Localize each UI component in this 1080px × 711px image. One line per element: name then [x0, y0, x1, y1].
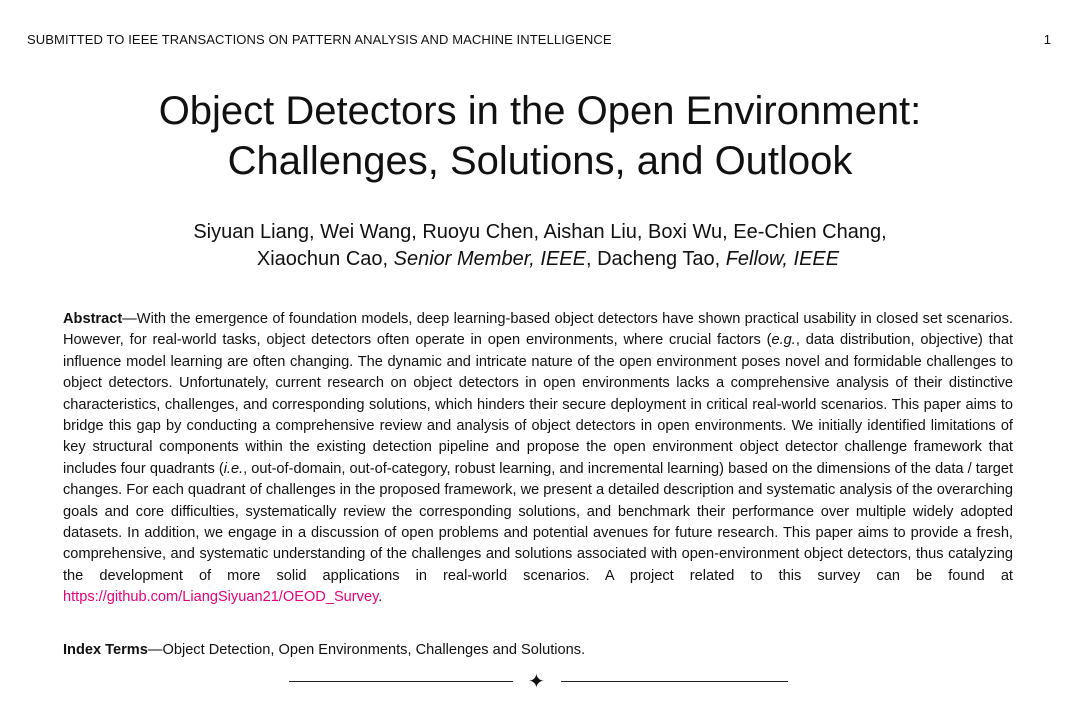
abstract: [63, 309, 1013, 609]
page-number: 1: [1043, 32, 1051, 47]
running-head: SUBMITTED TO IEEE TRANSACTIONS ON PATTERN ANALYSIS AND MACHINE INTELLIGENCE: [27, 32, 612, 47]
abstract-eg: e.g.: [771, 332, 796, 349]
divider-star-icon: ✦: [528, 669, 545, 693]
divider-rule-right: [561, 681, 788, 682]
abstract-text-4: .: [378, 589, 383, 606]
abstract-text-2: , data distribution, objective) that influence model learning are often changing. The dynamic and intricate nature of the open environment poses novel and formidable challenges to object detectors. Unfortunately, current research on object detectors in open environments lacks a comprehensive analysis of their distinctive characteristics, challenges, and corresponding solutions, which hinders their secure deployment in critical real-world scenarios. This paper aims to bridge this gap by conducting a comprehensive review and analysis of object detectors in open environments. We initially identified limitations of key structural components within the existing detection pipeline and propose the open environment object detector challenge framework that includes four quadrants (: [63, 332, 1014, 477]
index-terms: [63, 640, 1013, 661]
divider-rule-left: [289, 681, 513, 682]
index-terms-label: Index Terms: [63, 642, 148, 658]
abstract-text-1: —With the emergence of foundation models, deep learning-based object detectors have shown practical usability in closed set scenarios. However, for real-world tasks, object detectors often operate in open environments, where crucial factors (: [63, 311, 1013, 349]
author-list: [0, 219, 1080, 273]
author-role-senior-member: Senior Member, IEEE: [393, 248, 586, 270]
index-terms-text: —Object Detection, Open Environments, Challenges and Solutions.: [147, 642, 586, 658]
author-line-1: Siyuan Liang, Wei Wang, Ruoyu Chen, Aishan Liu, Boxi Wu, Ee-Chien Chang,: [193, 221, 887, 243]
project-link[interactable]: https://github.com/LiangSiyuan21/OEOD_Survey: [63, 589, 379, 606]
author-line-2: [0, 246, 1080, 273]
section-divider: [0, 669, 1080, 693]
author-name-cao: Xiaochun Cao,: [256, 248, 394, 270]
author-name-tao: , Dacheng Tao,: [585, 248, 726, 270]
paper-title: [0, 86, 1080, 186]
title-line-2: Challenges, Solutions, and Outlook: [227, 139, 853, 183]
abstract-text-3: , out-of-domain, out-of-category, robust learning, and incremental learning) based on the dimensions of the data / target changes. For each quadrant of challenges in the proposed framework, we present a detailed description and systematic analysis of the overarching goals and core difficulties, systematically review the corresponding solutions, and benchmark their performance over multiple widely adopted datasets. In addition, we engage in a discussion of open problems and potential avenues for future research. This paper aims to provide a fresh, comprehensive, and systematic understanding of the challenges and solutions associated with open-environment object detectors, thus catalyzing the development of more solid applications in real-world scenarios. A project related to this survey can be found at: [63, 460, 1014, 584]
title-line-1: Object Detectors in the Open Environment:: [158, 89, 922, 133]
abstract-label: Abstract: [63, 311, 123, 327]
author-role-fellow: Fellow, IEEE: [725, 248, 840, 270]
abstract-ie: i.e.: [223, 460, 244, 477]
